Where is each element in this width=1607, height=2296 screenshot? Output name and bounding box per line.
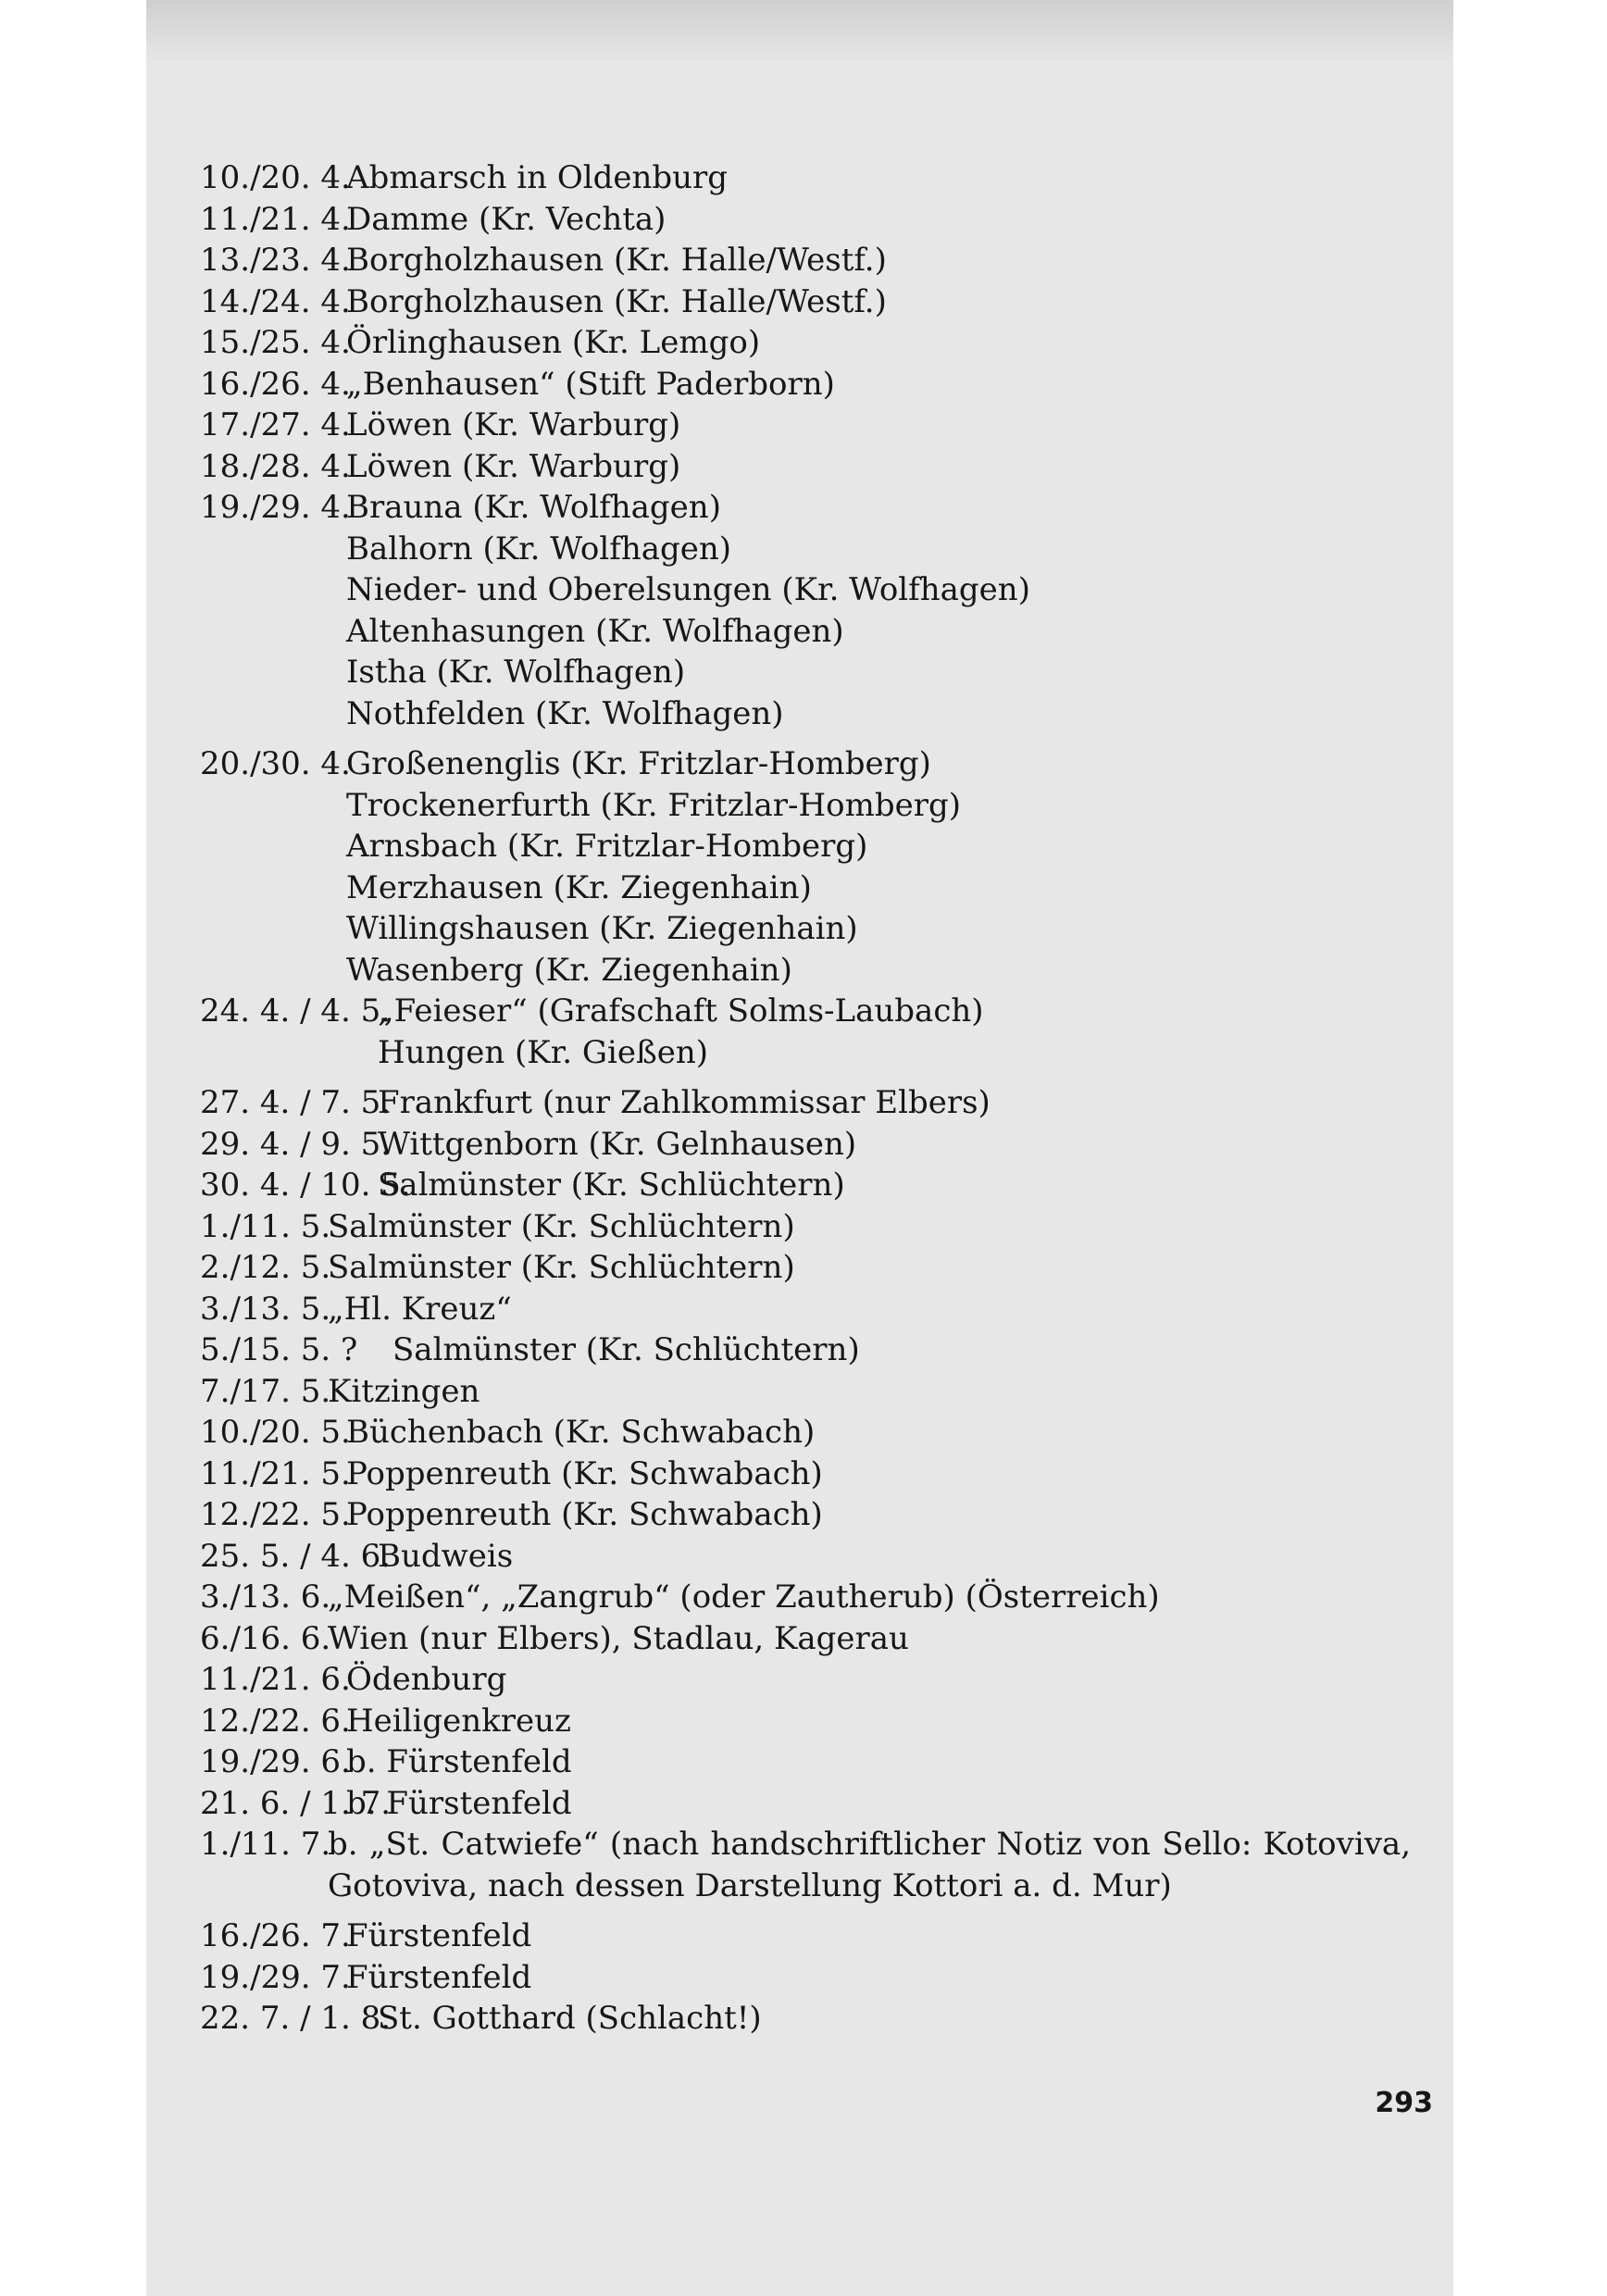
entry-place: b. Fürstenfeld — [346, 1743, 572, 1780]
list-item — [200, 1289, 1403, 1330]
list-item — [200, 1247, 1403, 1289]
list-item — [200, 991, 1403, 1032]
list-item — [200, 1165, 1403, 1206]
entry-place: Arnsbach (Kr. Fritzlar-Homberg) — [346, 828, 868, 865]
list-item — [200, 1957, 1403, 1999]
entry-date: 1./11. 7. — [200, 1826, 331, 1863]
entry-place: Trockenerfurth (Kr. Fritzlar-Homberg) — [346, 786, 962, 824]
entry-place: Nieder- und Oberelsungen (Kr. Wolfhagen) — [346, 571, 1030, 608]
list-item — [200, 1494, 1403, 1536]
entry-place: Poppenreuth (Kr. Schwabach) — [346, 1496, 823, 1533]
list-item — [200, 446, 1403, 488]
entry-date: 1./11. 5. — [200, 1207, 331, 1245]
entry-date: 16./26. 4. — [200, 365, 351, 403]
entry-place: Nothfelden (Kr. Wolfhagen) — [346, 694, 784, 732]
list-item — [200, 743, 1403, 785]
entry-place: Heiligenkreuz — [346, 1702, 571, 1740]
entry-date: 11./21. 5. — [200, 1454, 351, 1492]
entry-date: 30. 4. / 10. 5. — [200, 1167, 411, 1204]
entry-place: Fürstenfeld — [346, 1958, 532, 1996]
entry-date: 14./24. 4. — [200, 282, 351, 320]
entry-place: Frankfurt (nur Zahlkommissar Elbers) — [378, 1084, 990, 1121]
entry-date: 15./25. 4. — [200, 324, 351, 361]
entry-date: 6./16. 6. — [200, 1619, 331, 1657]
list-item — [200, 405, 1403, 446]
entry-place: Abmarsch in Oldenburg — [346, 159, 729, 196]
entry-date: 21. 6. / 1. 7. — [200, 1784, 392, 1822]
entry-place: Örlinghausen (Kr. Lemgo) — [346, 324, 761, 361]
entry-place: Balhorn (Kr. Wolfhagen) — [346, 530, 732, 568]
list-item — [200, 611, 1403, 653]
page-scan — [146, 0, 1453, 2296]
itinerary-list — [200, 157, 1411, 2040]
entry-place: „Hl. Kreuz“ — [328, 1290, 512, 1328]
entry-place: Brauna (Kr. Wolfhagen) — [346, 489, 721, 526]
entry-place: Altenhasungen (Kr. Wolfhagen) — [346, 612, 844, 650]
list-item — [200, 950, 1403, 992]
list-item — [200, 1124, 1403, 1166]
list-item — [200, 1032, 1403, 1074]
entry-date: 25. 5. / 4. 6. — [200, 1537, 392, 1575]
entry-place: Ödenburg — [346, 1661, 507, 1698]
entry-place: Borgholzhausen (Kr. Halle/Westf.) — [346, 282, 887, 320]
entry-place: b. „St. Catwiefe“ (nach handschriftlicher Notiz von Sello: Kotoviva, Gotoviva, nach dessen Darstellung Kottori a. d. Mur) — [328, 1826, 1411, 1904]
entry-date: 20./30. 4. — [200, 745, 351, 782]
entry-date: 19./29. 7. — [200, 1958, 351, 1996]
entry-place: „Benhausen“ (Stift Paderborn) — [346, 365, 835, 403]
list-item — [200, 487, 1403, 529]
entry-place: St. Gotthard (Schlacht!) — [378, 2000, 762, 2037]
list-item — [200, 652, 1403, 693]
entry-date: 3./13. 6. — [200, 1578, 331, 1616]
entry-place: Salmünster (Kr. Schlüchtern) — [392, 1331, 860, 1368]
list-item — [200, 529, 1403, 570]
entry-place: Wittgenborn (Kr. Gelnhausen) — [378, 1125, 857, 1163]
entry-place: Salmünster (Kr. Schlüchtern) — [328, 1207, 795, 1245]
entry-place: Wien (nur Elbers), Stadlau, Kagerau — [328, 1619, 909, 1657]
list-item — [200, 1577, 1403, 1618]
entry-date: 22. 7. / 1. 8. — [200, 2000, 392, 2037]
entry-place: Wasenberg (Kr. Ziegenhain) — [346, 951, 792, 989]
entry-date: 11./21. 4. — [200, 200, 351, 238]
list-item — [200, 1412, 1403, 1454]
list-item — [200, 1371, 1403, 1413]
list-item — [200, 867, 1403, 909]
list-item — [200, 322, 1403, 364]
entry-date: 12./22. 5. — [200, 1496, 351, 1533]
entry-place: Fürstenfeld — [346, 1917, 532, 1954]
entry-date: 5./15. 5. ? — [200, 1331, 358, 1368]
list-item — [200, 1915, 1403, 1957]
entry-place: Istha (Kr. Wolfhagen) — [346, 654, 686, 691]
entry-place: Hungen (Kr. Gießen) — [378, 1033, 708, 1071]
list-item — [200, 1536, 1403, 1578]
entry-place: Poppenreuth (Kr. Schwabach) — [346, 1454, 823, 1492]
entry-date: 13./23. 4. — [200, 242, 351, 279]
entry-place: Kitzingen — [328, 1372, 480, 1410]
entry-date: 12./22. 6. — [200, 1702, 351, 1740]
entry-date: 3./13. 5. — [200, 1290, 331, 1328]
entry-date: 17./27. 4. — [200, 406, 351, 443]
list-item — [200, 569, 1403, 611]
entry-place: Willingshausen (Kr. Ziegenhain) — [346, 910, 858, 947]
entry-place: Budweis — [378, 1537, 514, 1575]
entry-place: Löwen (Kr. Warburg) — [346, 406, 681, 443]
entry-place: Borgholzhausen (Kr. Halle/Westf.) — [346, 242, 887, 279]
scan-shadow-band — [146, 0, 1453, 65]
list-item — [200, 693, 1403, 735]
entry-date: 19./29. 4. — [200, 489, 351, 526]
list-item — [200, 1618, 1403, 1660]
list-item — [200, 1329, 1403, 1371]
entry-date: 7./17. 5. — [200, 1372, 331, 1410]
list-item — [200, 157, 1403, 199]
entry-date: 24. 4. / 4. 5. — [200, 992, 392, 1029]
list-item — [200, 1454, 1403, 1495]
list-item — [200, 1824, 1411, 1906]
list-item — [200, 1701, 1403, 1742]
list-item — [200, 826, 1403, 867]
list-item — [200, 785, 1403, 827]
entry-place: „Feieser“ (Grafschaft Solms-Laubach) — [378, 992, 984, 1029]
entry-place: Merzhausen (Kr. Ziegenhain) — [346, 868, 812, 906]
entry-date: 10./20. 4. — [200, 159, 351, 196]
entry-date: 11./21. 6. — [200, 1661, 351, 1698]
entry-place: Salmünster (Kr. Schlüchtern) — [328, 1249, 795, 1286]
entry-place: Salmünster (Kr. Schlüchtern) — [378, 1167, 845, 1204]
list-item — [200, 240, 1403, 281]
list-item — [200, 1998, 1403, 2040]
entry-date: 16./26. 7. — [200, 1917, 351, 1954]
entry-place: b. Fürstenfeld — [346, 1784, 572, 1822]
entry-place: „Meißen“, „Zangrub“ (oder Zautherub) (Österreich) — [328, 1578, 1160, 1616]
list-item — [200, 1783, 1403, 1825]
entry-date: 29. 4. / 9. 5. — [200, 1125, 392, 1163]
list-item — [200, 1082, 1403, 1124]
entry-date: 2./12. 5. — [200, 1249, 331, 1286]
page-number: 293 — [1375, 2087, 1433, 2119]
entry-date: 18./28. 4. — [200, 447, 351, 485]
entry-date: 27. 4. / 7. 5. — [200, 1084, 392, 1121]
list-item — [200, 281, 1403, 323]
list-item — [200, 199, 1403, 241]
list-item — [200, 1206, 1403, 1248]
entry-place: Großenenglis (Kr. Fritzlar-Homberg) — [346, 745, 931, 782]
list-item — [200, 364, 1403, 406]
entry-date: 10./20. 5. — [200, 1414, 351, 1451]
entry-place: Büchenbach (Kr. Schwabach) — [346, 1414, 816, 1451]
entry-place: Damme (Kr. Vechta) — [346, 200, 666, 238]
list-item — [200, 908, 1403, 950]
list-item — [200, 1659, 1403, 1701]
entry-place: Löwen (Kr. Warburg) — [346, 447, 681, 485]
entry-date: 19./29. 6. — [200, 1743, 351, 1780]
list-item — [200, 1741, 1403, 1783]
